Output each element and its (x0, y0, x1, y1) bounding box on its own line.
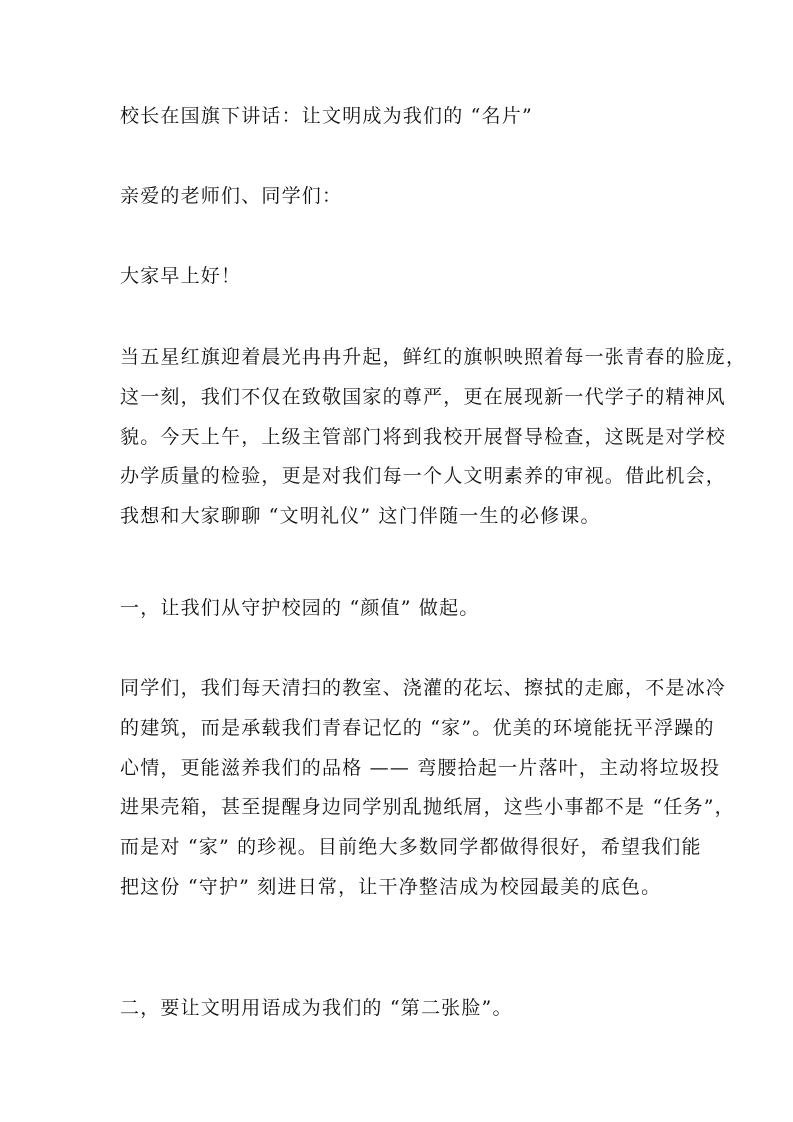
paragraph-1 (120, 345, 747, 544)
paragraph-line: 貌。今天上午，上级主管部门将到我校开展督导检查，这既是对学校 (120, 425, 727, 448)
salutation: 亲爱的老师们、同学们： (120, 185, 343, 207)
document-title: 校长在国旗下讲话：让文明成为我们的 “名片” (120, 105, 533, 127)
paragraph-line: 进果壳箱，甚至提醒身边同学别乱抛纸屑，这些小事都不是 “任务”， (120, 796, 735, 819)
paragraph-line: 我想和大家聊聊 “文明礼仪” 这门伴随一生的必修课。 (120, 505, 601, 528)
greeting: 大家早上好！ (120, 265, 242, 287)
paragraph-line: 同学们，我们每天清扫的教室、浇灌的花坛、擦拭的走廊，不是冰冷 (120, 677, 727, 699)
paragraph-line: 当五星红旗迎着晨光冉冉升起，鲜红的旗帜映照着每一张青春的脸庞， (120, 346, 747, 368)
paragraph-line: 的建筑，而是承载我们青春记忆的 “家”。优美的环境能抚平浮躁的 (120, 716, 715, 739)
paragraph-line: 心情，更能滋养我们的品格 —— 弯腰拾起一片落叶，主动将垃圾投 (120, 756, 721, 779)
paragraph-line: 这一刻，我们不仅在致敬国家的尊严，更在展现新一代学子的精神风 (120, 385, 727, 408)
paragraph-line: 而是对 “家” 的珍视。目前绝大多数同学都做得很好，希望我们能 (120, 836, 702, 859)
paragraph-2 (120, 676, 735, 915)
section-1-heading: 一，让我们从守护校园的 “颜值” 做起。 (120, 597, 480, 619)
section-2-heading: 二，要让文明用语成为我们的 “第二张脸”。 (120, 997, 513, 1019)
paragraph-line: 把这份 “守护” 刻进日常，让干净整洁成为校园最美的底色。 (120, 875, 662, 898)
paragraph-line: 办学质量的检验，更是对我们每一个人文明素养的审视。借此机会， (120, 465, 727, 488)
